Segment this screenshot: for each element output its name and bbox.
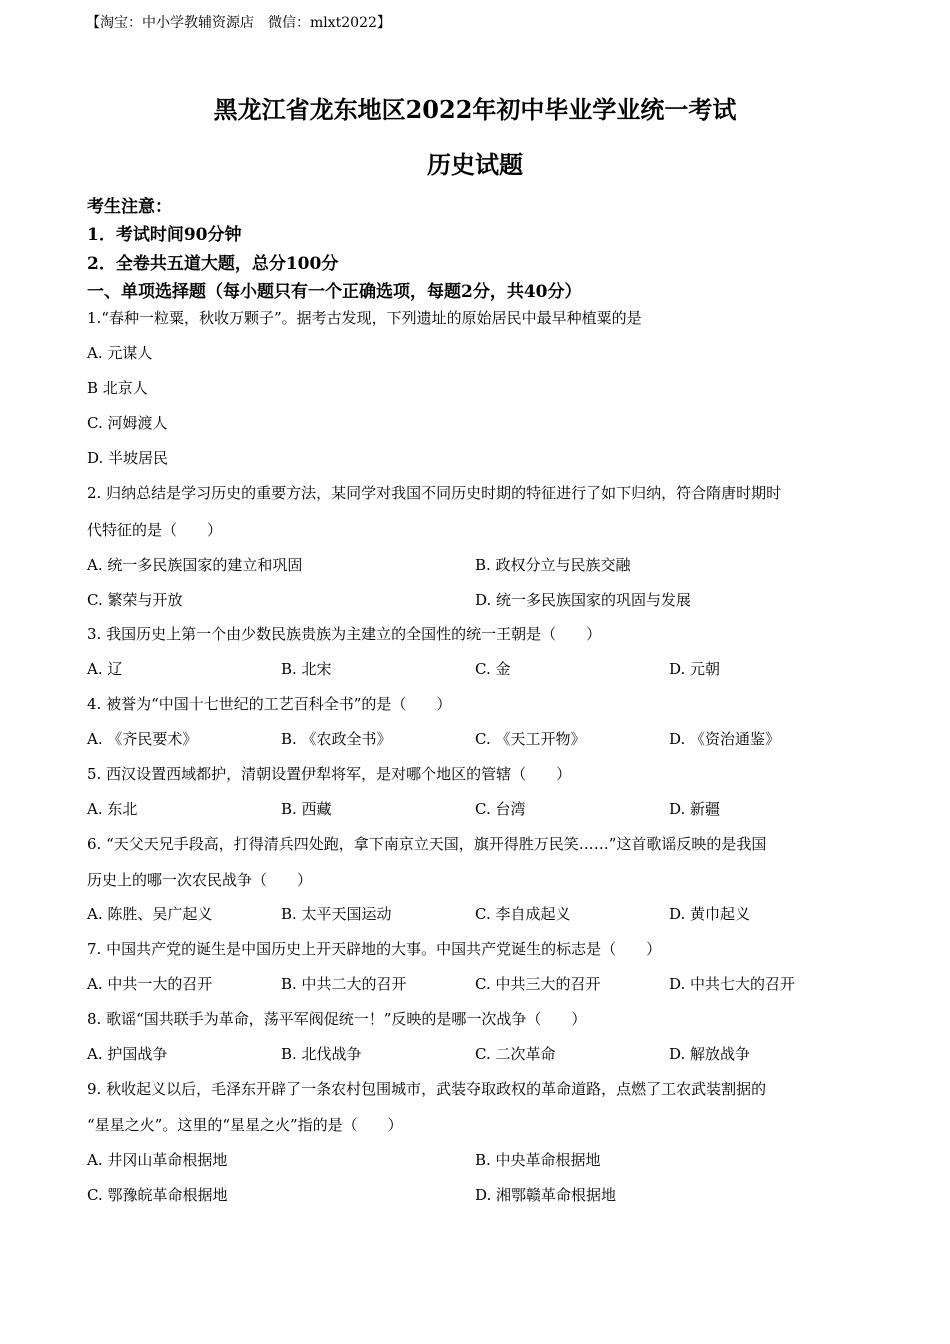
exam-subtitle: 历史试题 <box>427 150 523 179</box>
q7-option-b: B. 中共二大的召开 <box>281 975 407 993</box>
q5-option-c: C. 台湾 <box>475 800 526 818</box>
q4-option-c: C. 《天工开物》 <box>475 730 586 748</box>
q3-option-b: B. 北宋 <box>281 660 332 678</box>
question-3-stem: 3. 我国历史上第一个由少数民族贵族为主建立的全国性的统一王朝是（ ） <box>87 625 602 643</box>
q6-option-b: B. 太平天国运动 <box>281 905 392 923</box>
notice-heading: 考生注意： <box>87 197 172 217</box>
question-9-stem: 9. 秋收起义以后，毛泽东开辟了一条农村包围城市，武装夺取政权的革命道路，点燃了工农武装割据的 <box>87 1080 767 1098</box>
q8-option-d: D. 解放战争 <box>669 1045 751 1063</box>
q9-option-b: B. 中央革命根据地 <box>475 1151 601 1169</box>
question-5-stem: 5. 西汉设置西域都护，清朝设置伊犁将军，是对哪个地区的管辖（ ） <box>87 765 572 783</box>
q1-option-b: B 北京人 <box>87 379 148 397</box>
q8-option-b: B. 北伐战争 <box>281 1045 362 1063</box>
question-4-stem: 4. 被誉为“中国十七世纪的工艺百科全书”的是（ ） <box>87 695 452 713</box>
q7-option-c: C. 中共三大的召开 <box>475 975 601 993</box>
notice-item-2: 2．全卷共五道大题，总分100分 <box>87 254 339 274</box>
question-8-stem: 8. 歌谣“国共联手为革命，荡平军阀促统一！”反映的是哪一次战争（ ） <box>87 1010 587 1028</box>
q1-option-a: A. 元谋人 <box>87 344 153 362</box>
q9-option-c: C. 鄂豫皖革命根据地 <box>87 1186 228 1204</box>
q1-option-d: D. 半坡居民 <box>87 449 169 467</box>
q4-option-b: B. 《农政全书》 <box>281 730 392 748</box>
q2-option-d: D. 统一多民族国家的巩固与发展 <box>475 591 692 609</box>
question-2-stem: 2. 归纳总结是学习历史的重要方法，某同学对我国不同历史时期的特征进行了如下归纳，符合隋唐时期时 <box>87 484 782 502</box>
q3-option-d: D. 元朝 <box>669 660 721 678</box>
q3-option-c: C. 金 <box>475 660 511 678</box>
q2-option-c: C. 繁荣与开放 <box>87 591 183 609</box>
question-9-stem-cont: “星星之火”。这里的“星星之火”指的是（ ） <box>87 1116 403 1134</box>
q9-option-d: D. 湘鄂赣革命根据地 <box>475 1186 617 1204</box>
exam-title: 黑龙江省龙东地区2022年初中毕业学业统一考试 <box>213 95 737 124</box>
page-header: 【淘宝：中小学教辅资源店 微信：mlxt2022】 <box>86 15 391 31</box>
q1-option-c: C. 河姆渡人 <box>87 414 168 432</box>
q2-option-b: B. 政权分立与民族交融 <box>475 556 631 574</box>
question-6-stem: 6. “天父天兄手段高，打得清兵四处跑，拿下南京立天国，旗开得胜万民笑……”这首歌谣反映的是我国 <box>87 835 767 853</box>
q4-option-a: A. 《齐民要术》 <box>87 730 198 748</box>
notice-item-1: 1．考试时间90分钟 <box>87 225 242 245</box>
q6-option-c: C. 李自成起义 <box>475 905 571 923</box>
question-7-stem: 7. 中国共产党的诞生是中国历史上开天辟地的大事。中国共产党诞生的标志是（ ） <box>87 940 662 958</box>
q5-option-b: B. 西藏 <box>281 800 332 818</box>
q7-option-a: A. 中共一大的召开 <box>87 975 213 993</box>
q3-option-a: A. 辽 <box>87 660 123 678</box>
q7-option-d: D. 中共七大的召开 <box>669 975 796 993</box>
question-6-stem-cont: 历史上的哪一次农民战争（ ） <box>87 871 313 889</box>
q8-option-c: C. 二次革命 <box>475 1045 556 1063</box>
q5-option-d: D. 新疆 <box>669 800 721 818</box>
question-2-stem-cont: 代特征的是（ ） <box>87 521 223 539</box>
section-heading: 一、单项选择题（每小题只有一个正确选项，每题2分，共40分） <box>87 282 582 302</box>
q6-option-a: A. 陈胜、吴广起义 <box>87 905 213 923</box>
q4-option-d: D. 《资治通鉴》 <box>669 730 781 748</box>
q5-option-a: A. 东北 <box>87 800 138 818</box>
q8-option-a: A. 护国战争 <box>87 1045 168 1063</box>
q6-option-d: D. 黄巾起义 <box>669 905 751 923</box>
q9-option-a: A. 井冈山革命根据地 <box>87 1151 228 1169</box>
q2-option-a: A. 统一多民族国家的建立和巩固 <box>87 556 303 574</box>
question-1-stem: 1.“春种一粒粟，秋收万颗子”。据考古发现，下列遗址的原始居民中最早种植粟的是 <box>87 309 642 327</box>
